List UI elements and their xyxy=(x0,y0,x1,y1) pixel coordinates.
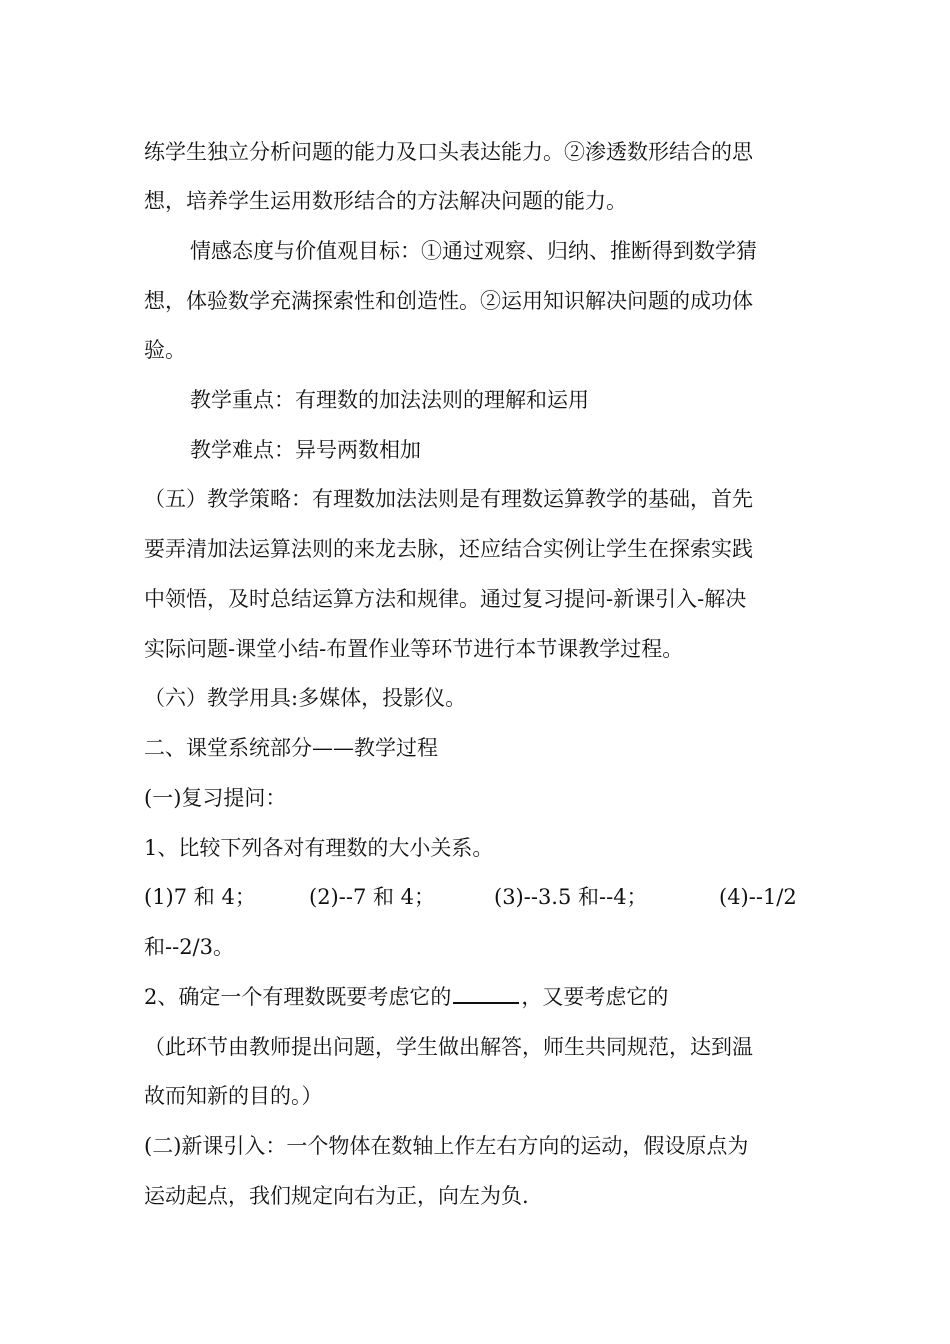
paragraph-line: 练学生独立分析问题的能力及口头表达能力。②渗透数形结合的思 xyxy=(144,140,753,164)
paragraph-line: 想，培养学生运用数形结合的方法解决问题的能力。 xyxy=(144,189,627,213)
question-item: (4)--1/2 xyxy=(719,885,797,909)
difficult-point-line: 教学难点：异号两数相加 xyxy=(190,438,421,462)
question-item: (2)--7 和 4； xyxy=(309,885,436,909)
strategy-line: （五）教学策略：有理数加法法则是有理数运算教学的基础，首先 xyxy=(144,487,753,511)
paragraph-line: 验。 xyxy=(144,338,186,362)
subsection-heading: (一)复习提问： xyxy=(144,786,287,810)
question-text: 2、确定一个有理数既要考虑它的 xyxy=(144,985,452,1009)
question-item: (1)7 和 4； xyxy=(144,885,256,909)
strategy-line: 要弄清加法运算法则的来龙去脉，还应结合实例让学生在探索实践 xyxy=(144,537,753,561)
paragraph-line: 想，体验数学充满探索性和创造性。②运用知识解决问题的成功体 xyxy=(144,289,753,313)
note-line: （此环节由教师提出问题，学生做出解答，师生共同规范，达到温 xyxy=(144,1035,753,1059)
fill-in-blank xyxy=(453,982,519,1004)
strategy-line: 中领悟，及时总结运算方法和规律。通过复习提问-新课引入-解决 xyxy=(144,587,747,611)
question-line xyxy=(144,982,668,1012)
question-line: 和--2/3。 xyxy=(144,935,234,959)
paragraph-line: 情感态度与价值观目标：①通过观察、归纳、推断得到数学猜 xyxy=(190,239,757,263)
section-heading: 二、课堂系统部分——教学过程 xyxy=(144,736,438,760)
intro-line: 运动起点，我们规定向右为正，向左为负. xyxy=(144,1184,529,1208)
intro-line: (二)新课引入：一个物体在数轴上作左右方向的运动，假设原点为 xyxy=(144,1134,749,1158)
question-item: (3)--3.5 和--4； xyxy=(494,885,648,909)
question-line: 1、比较下列各对有理数的大小关系。 xyxy=(144,836,494,860)
note-line: 故而知新的目的。） xyxy=(144,1084,323,1108)
key-point-line: 教学重点：有理数的加法法则的理解和运用 xyxy=(190,388,589,412)
question-items-row xyxy=(144,882,814,912)
strategy-line: 实际问题-课堂小结-布置作业等环节进行本节课教学过程。 xyxy=(144,637,684,661)
tools-line: （六）教学用具:多媒体，投影仪。 xyxy=(144,686,467,710)
question-text: ，又要考虑它的 xyxy=(521,985,669,1009)
